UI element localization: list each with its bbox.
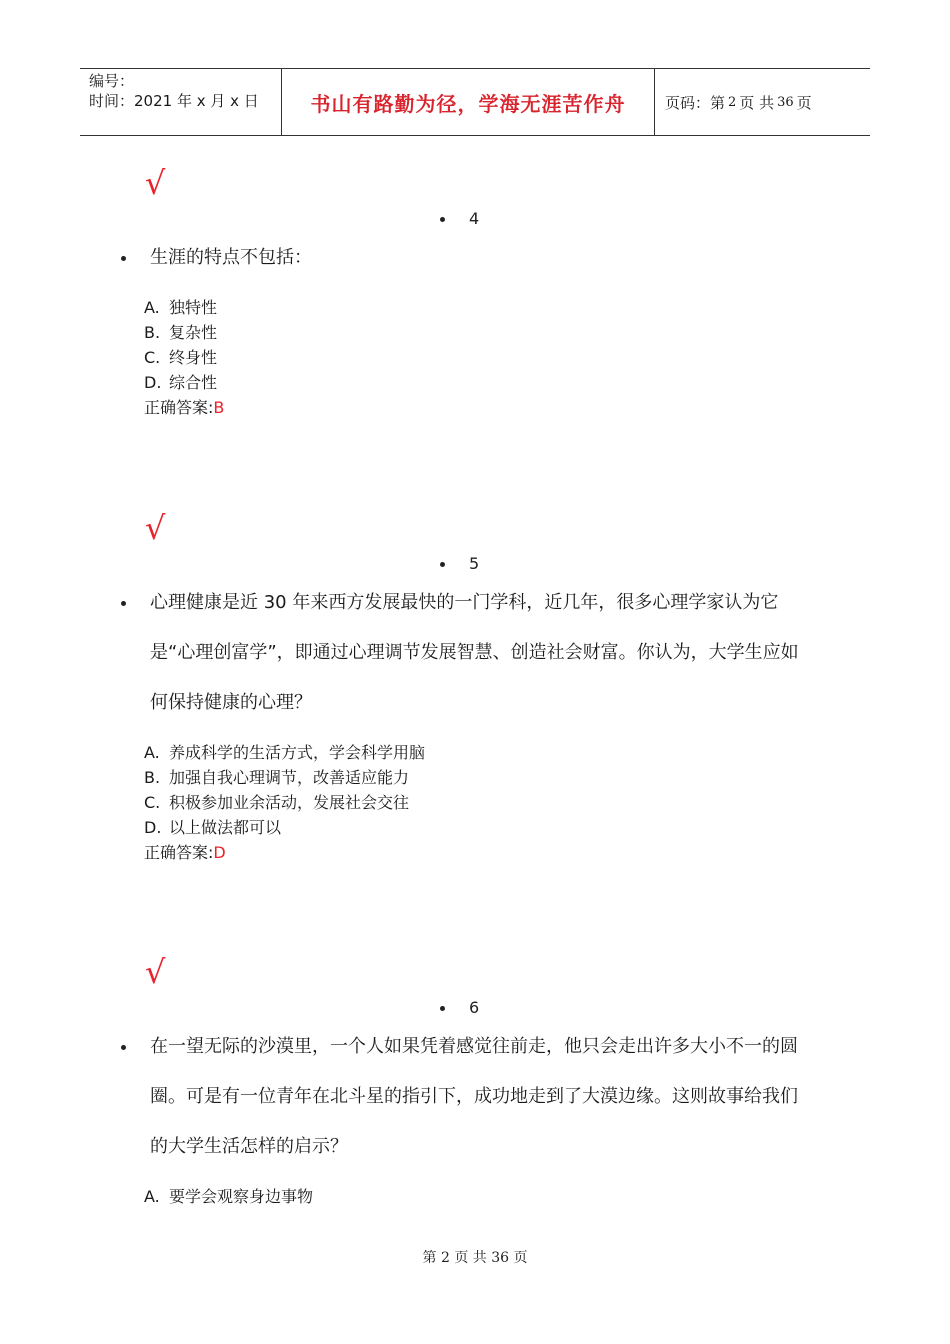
option-c: C. 终身性	[144, 348, 218, 367]
option-b: B. 加强自我心理调节，改善适应能力	[144, 768, 410, 787]
page-footer	[0, 1247, 950, 1267]
check-mark: √	[145, 509, 166, 547]
footer-current: 2	[440, 1250, 450, 1266]
footer-mid: 页 共	[454, 1250, 487, 1266]
time-label: 时间：2021 年 x 月 x 日	[89, 92, 259, 110]
bullet-icon	[121, 256, 126, 261]
option-a: A. 养成科学的生活方式，学会科学用脑	[144, 743, 426, 762]
check-mark: √	[145, 164, 166, 202]
option-b: B. 复杂性	[144, 323, 218, 342]
options-list	[144, 1184, 313, 1209]
footer-prefix: 第	[422, 1250, 437, 1266]
page-current: 2	[728, 94, 737, 110]
footer-suffix: 页	[513, 1250, 528, 1266]
document-header	[80, 68, 870, 136]
bullet-icon	[440, 562, 445, 567]
page-label-mid: 页 共	[739, 93, 775, 112]
option-d: D. 综合性	[144, 373, 218, 392]
bullet-icon	[121, 1045, 126, 1050]
option-a: A. 独特性	[144, 298, 218, 317]
correct-answer: 正确答案:B	[144, 398, 225, 417]
question-text: 生涯的特点不包括：	[150, 247, 312, 268]
page-total: 36	[777, 94, 794, 110]
page-label-prefix: 页码：第	[665, 93, 726, 112]
option-d: D. 以上做法都可以	[144, 818, 282, 837]
header-page-info	[655, 69, 870, 135]
footer-total: 36	[491, 1250, 510, 1266]
question-number: 5	[440, 554, 479, 573]
question-number: 4	[440, 209, 479, 228]
option-c: C. 积极参加业余活动，发展社会交往	[144, 793, 410, 812]
question-number: 6	[440, 998, 479, 1017]
question-text: 心理健康是近 30 年来西方发展最快的一门学科，近几年，很多心理学家认为它是“心理创富学”，即通过心理调节发展智慧、创造社会财富。你认为，大学生应如何保持健康的心理？	[150, 592, 799, 713]
serial-label: 编号：	[89, 72, 135, 90]
motto-text: 书山有路勤为径，学海无涯苦作舟	[310, 91, 626, 116]
header-motto	[282, 69, 655, 135]
header-meta	[80, 69, 282, 135]
check-mark: √	[145, 953, 166, 991]
options-list	[144, 295, 224, 420]
options-list	[144, 740, 425, 865]
bullet-icon	[440, 217, 445, 222]
correct-answer: 正确答案:D	[144, 843, 226, 862]
page-label-suffix: 页	[796, 93, 812, 112]
question-text: 在一望无际的沙漠里，一个人如果凭着感觉往前走，他只会走出许多大小不一的圆圈。可是有一位青年在北斗星的指引下，成功地走到了大漠边缘。这则故事给我们的大学生活怎样的启示？	[150, 1036, 798, 1157]
bullet-icon	[440, 1006, 445, 1011]
option-a: A. 要学会观察身边事物	[144, 1187, 314, 1206]
bullet-icon	[121, 601, 126, 606]
